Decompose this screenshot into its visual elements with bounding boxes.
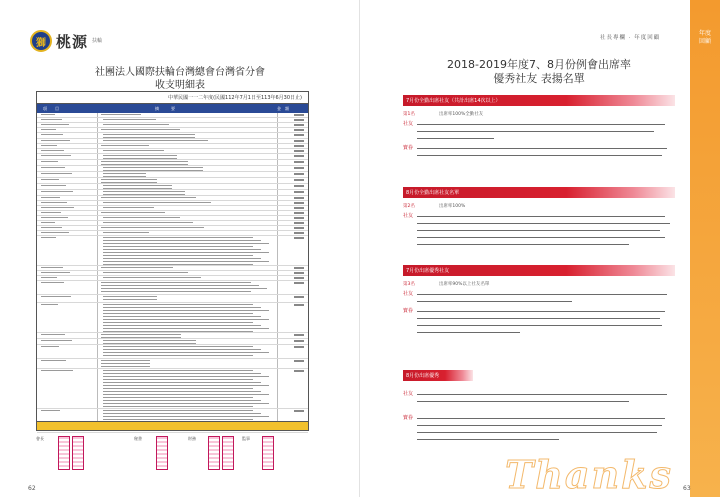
left-page-title (58, 66, 302, 92)
club-logo (30, 30, 102, 52)
text-line (103, 370, 253, 371)
row-amount (294, 304, 304, 306)
table-row (37, 303, 308, 333)
text-line (101, 179, 157, 180)
signer-label: 監事 (242, 436, 250, 441)
right-page-title (402, 58, 676, 86)
row-label-line (41, 161, 58, 162)
text-line (103, 202, 211, 203)
row-label-line (41, 124, 69, 125)
thanks-decoration: Thanks (505, 452, 673, 497)
text-line (103, 264, 253, 265)
text-line (103, 394, 269, 395)
logo-name: 桃源 (56, 32, 89, 51)
row-label-line (41, 282, 64, 283)
section-sub-text: 出席率90%以上社友名單 (438, 282, 490, 287)
text-line (103, 185, 172, 186)
row-amount (294, 167, 304, 169)
row-amount (294, 202, 304, 204)
section-rank: 第1名 (403, 112, 415, 117)
list-key: 寶眷 (403, 415, 414, 421)
row-amount (294, 237, 304, 239)
section-tab (690, 0, 720, 497)
text-line (101, 337, 181, 338)
section-subheading (403, 202, 675, 210)
row-label-line (41, 179, 59, 180)
text-line (101, 288, 267, 289)
row-label-line (41, 272, 70, 273)
text-line (101, 360, 150, 361)
text-line (103, 188, 172, 189)
row-amount (294, 119, 304, 121)
attendance-section (403, 187, 675, 248)
text-line (103, 340, 196, 341)
signer-label: 財務 (188, 436, 196, 441)
text-line (103, 170, 203, 171)
row-label-line (41, 227, 62, 228)
text-line (103, 194, 185, 195)
right-page-number: 63 (683, 485, 691, 492)
text-line (103, 124, 169, 125)
table-row (37, 281, 308, 295)
text-line (103, 258, 261, 259)
text-line (103, 304, 253, 305)
row-amount (294, 114, 304, 116)
name-list (403, 121, 675, 142)
text-line (103, 158, 177, 159)
right-title-line-2: 優秀社友 表揚名單 (493, 72, 585, 85)
section-rank: 第3名 (403, 282, 415, 287)
row-label-line (41, 296, 71, 297)
row-amount (294, 207, 304, 209)
logo-sub: 扶輪 (92, 38, 103, 44)
text-line (103, 388, 253, 389)
row-label-line (41, 340, 72, 341)
text-line (103, 173, 146, 174)
text-line (103, 373, 261, 374)
rotary-emblem-icon: 獅 (30, 30, 52, 52)
row-amount (294, 222, 304, 224)
name-lines (417, 308, 675, 336)
report-column-header (37, 104, 308, 113)
text-line (103, 355, 253, 356)
text-line (103, 406, 253, 407)
row-label-line (41, 185, 66, 186)
row-label-line (41, 207, 74, 208)
row-label-line (41, 129, 56, 130)
text-line (103, 249, 261, 250)
text-line (103, 255, 253, 256)
name-list (403, 308, 675, 336)
name-list (403, 291, 675, 305)
row-label-line (41, 145, 57, 146)
text-line (103, 385, 269, 386)
text-line (101, 227, 204, 228)
table-row (37, 369, 308, 409)
financial-report-table (36, 91, 309, 431)
report-col-amount: 金 額 (277, 105, 289, 111)
row-label-line (41, 277, 57, 278)
list-key: 社友 (403, 291, 414, 297)
text-line (103, 419, 253, 420)
text-line (103, 322, 253, 323)
row-label-line (41, 167, 65, 168)
text-line (103, 328, 269, 329)
page-fold (359, 0, 360, 497)
row-label-line (41, 360, 66, 361)
row-amount (294, 370, 304, 372)
row-label-line (41, 202, 67, 203)
text-line (101, 114, 141, 115)
row-label-line (41, 114, 55, 115)
text-line (103, 325, 261, 326)
attendance-section (403, 95, 675, 159)
attendance-section (403, 265, 675, 336)
text-line (101, 161, 188, 162)
text-line (103, 343, 196, 344)
text-line (101, 164, 188, 165)
text-line (101, 182, 157, 183)
section-rank: 第2名 (403, 204, 415, 209)
text-line (103, 413, 261, 414)
text-line (103, 331, 253, 332)
seal-stamp-icon (58, 436, 70, 470)
text-line (103, 207, 154, 208)
text-line (103, 313, 253, 314)
row-label-line (41, 346, 59, 347)
text-line (103, 150, 164, 151)
table-row (37, 295, 308, 303)
text-line (103, 277, 201, 278)
name-lines (417, 291, 675, 305)
report-total-bar (37, 421, 308, 430)
row-amount (294, 150, 304, 152)
row-amount (294, 334, 304, 336)
name-lines (417, 145, 675, 159)
right-page-header: 社長專欄 · 年度回顧 (600, 35, 661, 41)
row-amount (294, 227, 304, 229)
list-key: 社友 (403, 391, 414, 397)
text-line (103, 222, 193, 223)
text-line (103, 299, 157, 300)
table-row (37, 359, 308, 369)
row-label-line (41, 150, 64, 151)
report-col-summary: 摘 要 (155, 105, 175, 111)
text-line (101, 197, 196, 198)
list-key: 寶眷 (403, 145, 414, 151)
report-body (37, 113, 308, 421)
row-amount (294, 179, 304, 181)
report-period: 中華民國一一二年度(民國112年7月1日至113年6月30日止) (37, 92, 308, 104)
text-line (101, 212, 165, 213)
name-lines (417, 121, 675, 142)
row-label-line (41, 222, 55, 223)
text-line (103, 140, 208, 141)
left-title-line-1: 社團法人國際扶輪台灣總會台灣省分會 (95, 67, 265, 78)
row-label-line (41, 191, 73, 192)
row-amount (294, 272, 304, 274)
row-label-line (41, 212, 61, 213)
row-amount (294, 212, 304, 214)
section-subheading (403, 110, 675, 118)
row-label-line (41, 134, 63, 135)
report-col-item: 項 目 (43, 105, 59, 111)
text-line (103, 252, 269, 253)
row-amount (294, 155, 304, 157)
text-line (101, 334, 181, 335)
text-line (103, 416, 269, 417)
text-line (103, 240, 261, 241)
row-amount (294, 191, 304, 193)
left-title-line-2: 收支明細表 (155, 80, 205, 91)
text-line (103, 382, 261, 383)
row-amount (294, 267, 304, 269)
signer-label: 會長 (36, 436, 44, 441)
text-line (103, 296, 157, 297)
right-title-line-1: 2018-2019年度7、8月份例會出席率 (447, 58, 631, 71)
row-label-line (41, 237, 56, 238)
list-key: 寶眷 (403, 308, 414, 314)
name-lines (417, 213, 675, 248)
text-line (101, 285, 259, 286)
row-amount (294, 124, 304, 126)
list-key: 社友 (403, 121, 414, 127)
text-line (103, 410, 253, 411)
text-line (101, 291, 251, 292)
name-list (403, 391, 675, 405)
row-amount (294, 346, 304, 348)
text-line (103, 137, 195, 138)
text-line (103, 261, 269, 262)
section-subheading (403, 280, 675, 288)
row-amount (294, 140, 304, 142)
text-line (101, 129, 180, 130)
text-line (103, 307, 261, 308)
section-sub-text: 出席率100% (438, 204, 466, 209)
section-heading: 8月份全勤出席社友名單 (403, 187, 675, 198)
row-label-line (41, 119, 62, 120)
signer-label: 秘書 (134, 436, 142, 441)
row-amount (294, 129, 304, 131)
text-line (103, 191, 185, 192)
text-line (103, 316, 261, 317)
row-amount (294, 185, 304, 187)
row-amount (294, 340, 304, 342)
row-amount (294, 145, 304, 147)
section-tab-text: 年度回顧 (699, 30, 712, 45)
row-amount (294, 197, 304, 199)
text-line (103, 397, 253, 398)
row-label-line (41, 217, 68, 218)
text-line (103, 237, 253, 238)
row-label-line (41, 140, 70, 141)
row-amount (294, 161, 304, 163)
text-line (101, 366, 150, 367)
name-lines (417, 391, 675, 405)
name-lines (417, 415, 675, 443)
row-label-line (41, 370, 73, 371)
seal-stamp-icon (222, 436, 234, 470)
name-list (403, 145, 675, 159)
text-line (103, 379, 253, 380)
row-label-line (41, 410, 60, 411)
text-line (103, 403, 269, 404)
name-list (403, 213, 675, 248)
text-line (103, 243, 269, 244)
seal-stamp-icon (156, 436, 168, 470)
row-label-line (41, 197, 60, 198)
table-row (37, 236, 308, 266)
section-heading: 7月份全勤出席社友（共計出席14次以上） (403, 95, 675, 106)
row-amount (294, 173, 304, 175)
text-line (103, 155, 177, 156)
table-row (37, 345, 308, 359)
row-label-line (41, 173, 72, 174)
section-heading: 7月份出席優秀社友 (403, 265, 675, 276)
seal-stamp-icon (262, 436, 274, 470)
signature-block (36, 436, 309, 476)
text-line (103, 352, 269, 353)
text-line (103, 391, 261, 392)
text-line (103, 272, 188, 273)
row-label-line (41, 267, 63, 268)
text-line (101, 267, 173, 268)
text-line (103, 310, 269, 311)
seal-stamp-icon (72, 436, 84, 470)
attendance-section (403, 370, 675, 443)
list-key: 社友 (403, 213, 414, 219)
seal-stamp-icon (208, 436, 220, 470)
text-line (101, 363, 150, 364)
text-line (103, 134, 195, 135)
row-amount (294, 360, 304, 362)
section-heading: 8月份出席優秀 (403, 370, 473, 381)
row-label-line (41, 334, 65, 335)
row-amount (294, 282, 304, 284)
left-page-number: 62 (28, 485, 36, 492)
text-line (101, 145, 149, 146)
text-line (103, 349, 261, 350)
text-line (103, 319, 269, 320)
name-list (403, 415, 675, 443)
text-line (103, 400, 261, 401)
text-line (103, 232, 149, 233)
text-line (103, 167, 203, 168)
section-sub-text: 出席率100%全勤社友 (438, 112, 484, 117)
row-amount (294, 217, 304, 219)
text-line (103, 176, 146, 177)
row-label-line (41, 155, 71, 156)
row-amount (294, 232, 304, 234)
text-line (103, 376, 269, 377)
text-line (103, 246, 253, 247)
row-label-line (41, 304, 58, 305)
row-amount (294, 410, 304, 412)
text-line (101, 282, 251, 283)
row-amount (294, 296, 304, 298)
row-amount (294, 277, 304, 279)
text-line (103, 119, 156, 120)
text-line (103, 346, 253, 347)
text-line (103, 217, 180, 218)
row-label-line (41, 232, 69, 233)
row-amount (294, 134, 304, 136)
